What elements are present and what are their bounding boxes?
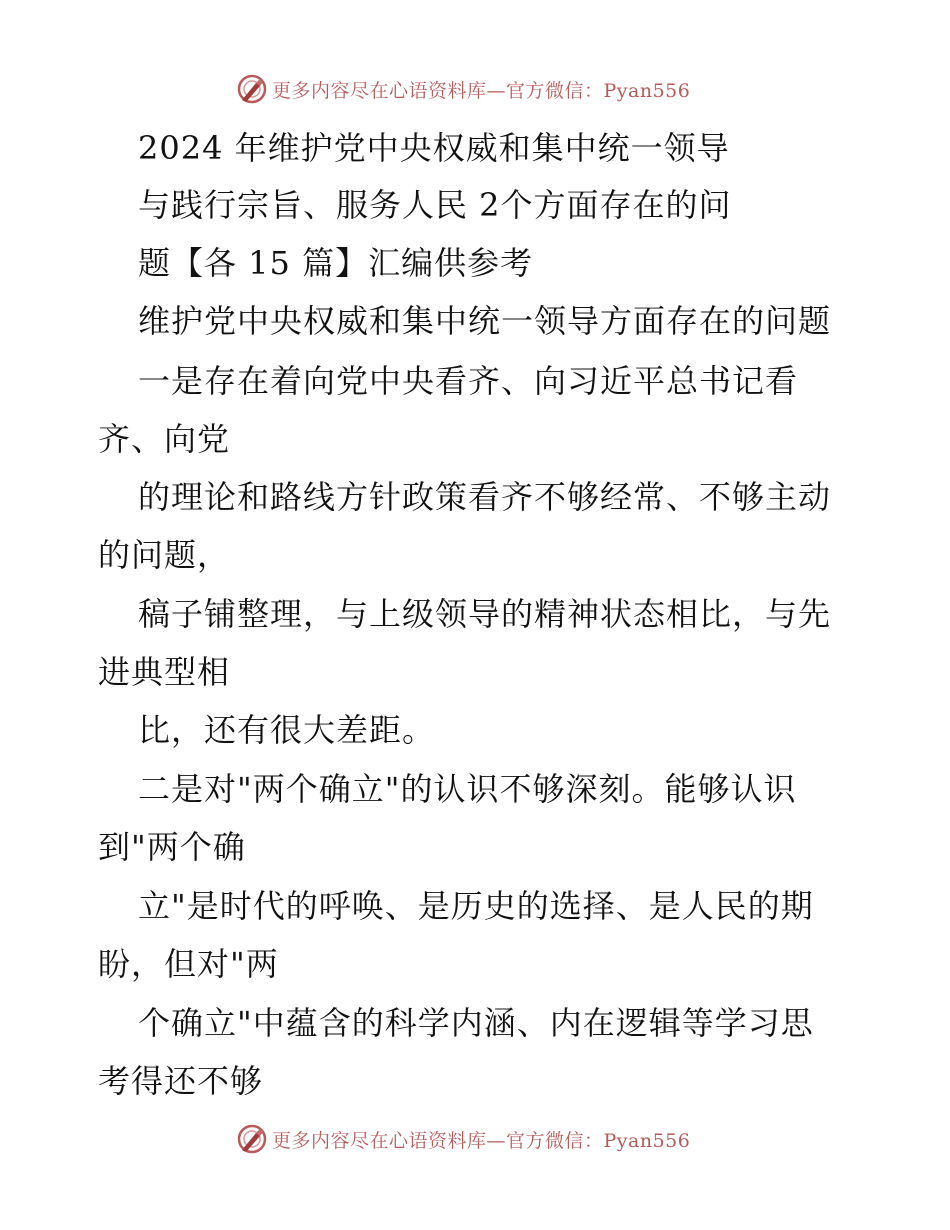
watermark-text: 更多内容尽在心语资料库—官方微信：Pyan556 xyxy=(272,1129,691,1152)
paragraph-line: 稿子铺整理，与上级领导的精神状态相比，与先 xyxy=(138,595,832,633)
pen-seal-icon xyxy=(236,1123,268,1155)
watermark-text: 更多内容尽在心语资料库—官方微信：Pyan556 xyxy=(272,79,691,102)
paragraph-line: 一是存在着向党中央看齐、向习近平总书记看 xyxy=(138,362,799,400)
title-line-3: 题【各 15 篇】汇编供参考 xyxy=(138,244,534,282)
footer-watermark xyxy=(236,1122,690,1156)
header-watermark xyxy=(236,72,690,106)
paragraph-line: 的问题， xyxy=(98,536,231,574)
paragraph-line: 比，还有很大差距。 xyxy=(138,711,436,749)
paragraph-line: 进典型相 xyxy=(98,653,231,691)
section-heading: 维护党中央权威和集中统一领导方面存在的问题 xyxy=(138,302,832,340)
paragraph-line: 二是对"两个确立"的认识不够深刻。能够认识 xyxy=(138,770,797,808)
paragraph-line: 的理论和路线方针政策看齐不够经常、不够主动 xyxy=(138,478,832,516)
title-line-1: 2024 年维护党中央权威和集中统一领导 xyxy=(138,129,730,167)
pen-seal-icon xyxy=(236,73,268,105)
paragraph-line: 齐、向党 xyxy=(98,420,231,458)
title-line-2: 与践行宗旨、服务人民 2个方面存在的问 xyxy=(138,186,732,224)
paragraph-line: 立"是时代的呼唤、是历史的选择、是人民的期 xyxy=(138,887,814,925)
paragraph-line: 考得还不够 xyxy=(98,1062,264,1100)
paragraph-line: 盼，但对"两 xyxy=(98,945,279,983)
paragraph-line: 到"两个确 xyxy=(98,828,246,866)
paragraph-line: 个确立"中蕴含的科学内涵、内在逻辑等学习思 xyxy=(138,1004,814,1042)
